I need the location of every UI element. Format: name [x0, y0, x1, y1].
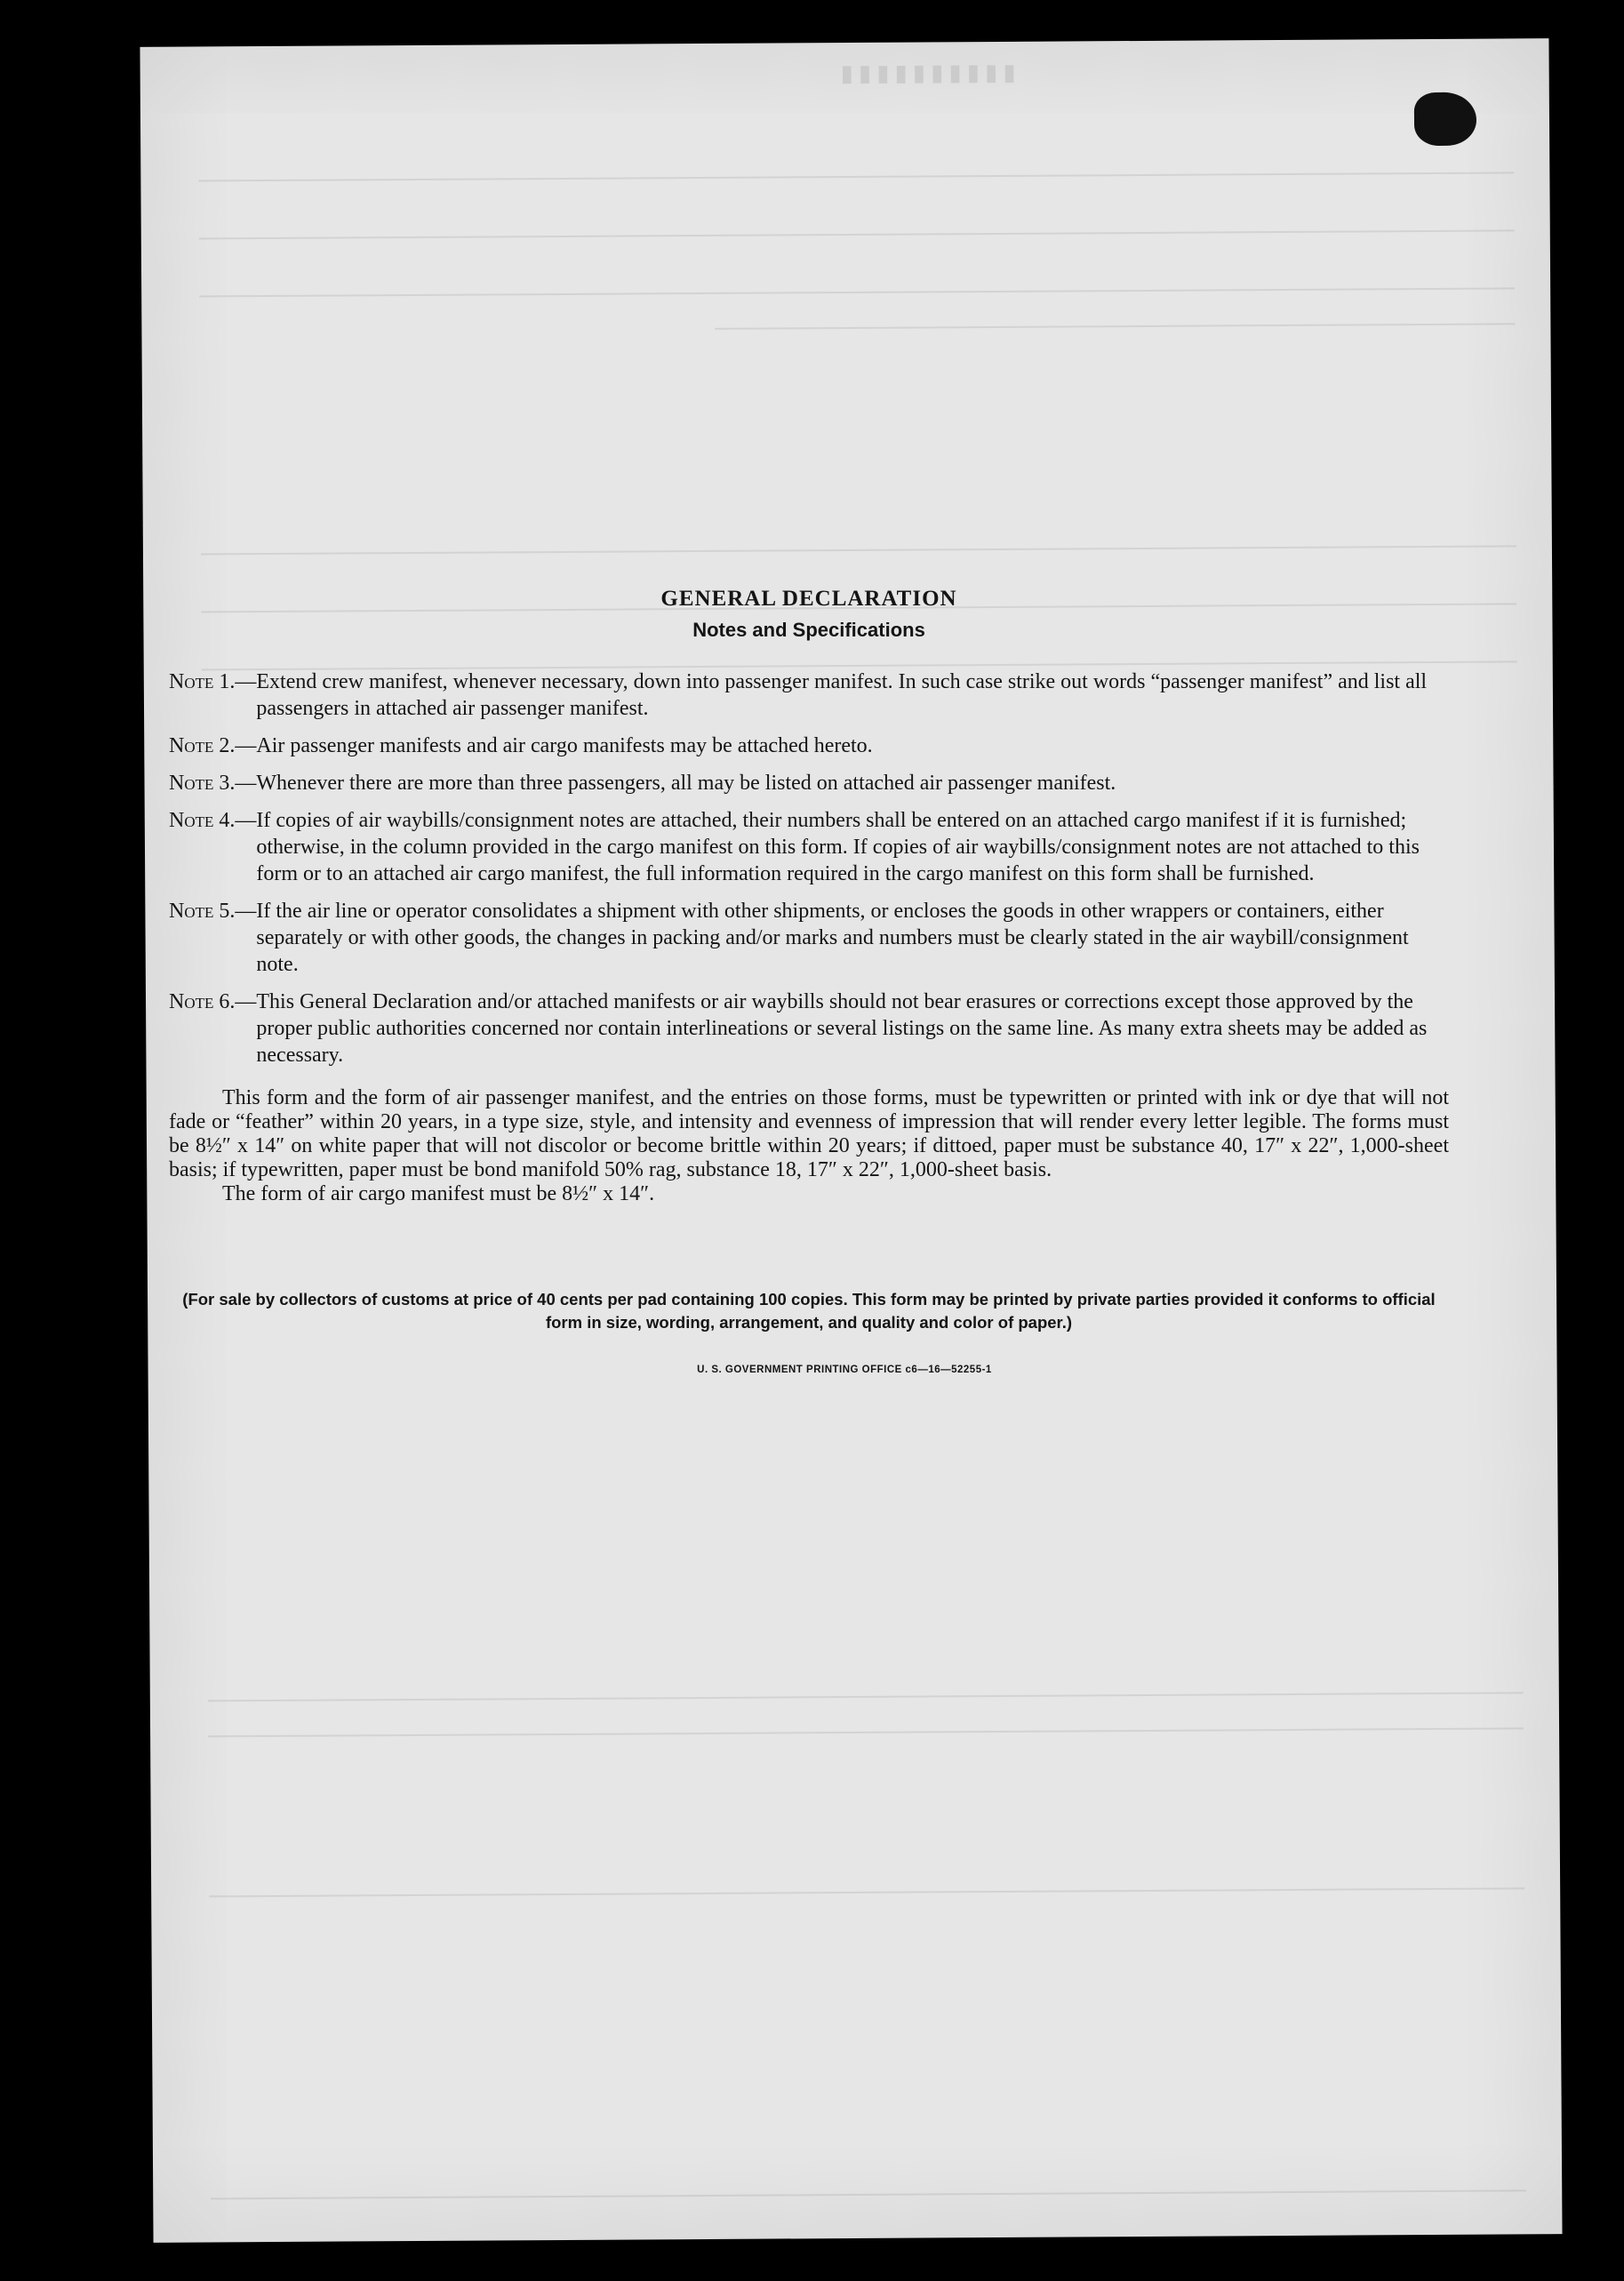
note-4 [169, 807, 1449, 887]
note-label: Note 6.— [169, 990, 257, 1013]
note-text: Air passenger manifests and air cargo manifests may be attached hereto. [256, 734, 873, 757]
note-text: Extend crew manifest, whenever necessary, down into passenger manifest. In such case strike out words “passenger manifest” and list all passengers in attached air passenger manifest. [256, 670, 1428, 720]
note-text: Whenever there are more than three passengers, all may be listed on attached air passenger manifest. [256, 772, 1116, 795]
sale-notice: (For sale by collectors of customs at price of 40 cents per pad containing 100 copies. This form may be printed by private parties provided it conforms to official form in size, wording, arrangement, and quality and color of paper.) [182, 1290, 1436, 1332]
note-text: This General Declaration and/or attached manifests or air waybills should not bear erasures or corrections except those approved by the proper public authorities concerned nor contain interlineations or several listings on the same line. As many extra sheets may be added as necessary. [256, 990, 1428, 1067]
document-subtitle: Notes and Specifications [692, 619, 925, 641]
note-label: Note 3.— [169, 772, 257, 795]
document-title: GENERAL DECLARATION [660, 587, 957, 611]
note-label: Note 2.— [169, 734, 257, 757]
note-6 [169, 988, 1449, 1068]
note-text: If copies of air waybills/consignment notes are attached, their numbers shall be entered on an attached cargo manifest if it is furnished; otherwise, in the column provided in the cargo manifest on this form. If copies of air waybills/consignment notes are not attached to this form or to an attached air cargo manifest, the full information required in the cargo manifest on this form shall be furnished. [256, 809, 1420, 885]
form-requirements-paragraph: This form and the form of air passenger manifest, and the entries on those forms, must be typewritten or printed with ink or dye that will not fade or “feather” within 20 years, in a type size, style, and intensity and evenness of impression that will render every letter legible. The forms must be 8½″ x 14″ on white paper that will not discolor or become brittle within 20 years; if dittoed, paper must be substance 40, 17″ x 22″, 1,000-sheet basis; if typewritten, paper must be bond manifold 50% rag, substance 18, 17″ x 22″, 1,000-sheet basis. [169, 1086, 1449, 1181]
cargo-manifest-size-line: The form of air cargo manifest must be 8½″ x 14″. [222, 1182, 655, 1205]
note-label: Note 5.— [169, 900, 257, 923]
torn-corner [1414, 92, 1476, 146]
note-label: Note 4.— [169, 809, 257, 832]
printing-office-imprint: U. S. GOVERNMENT PRINTING OFFICE c6—16—52255-1 [697, 1365, 992, 1375]
note-text: If the air line or operator consolidates a shipment with other shipments, or encloses the goods in other wrappers or containers, either separately or with other goods, the changes in packing and/or marks and numbers must be clearly stated in the air waybill/consignment note. [256, 900, 1409, 976]
note-label: Note 1.— [169, 670, 257, 693]
bleed-through-texture: ▮▮▮▮▮▮▮▮▮▮ [140, 38, 1562, 2243]
note-1 [169, 668, 1449, 722]
note-2 [169, 732, 1449, 759]
note-5 [169, 898, 1449, 978]
declaration-notes [169, 587, 1449, 1375]
note-3 [169, 770, 1449, 796]
